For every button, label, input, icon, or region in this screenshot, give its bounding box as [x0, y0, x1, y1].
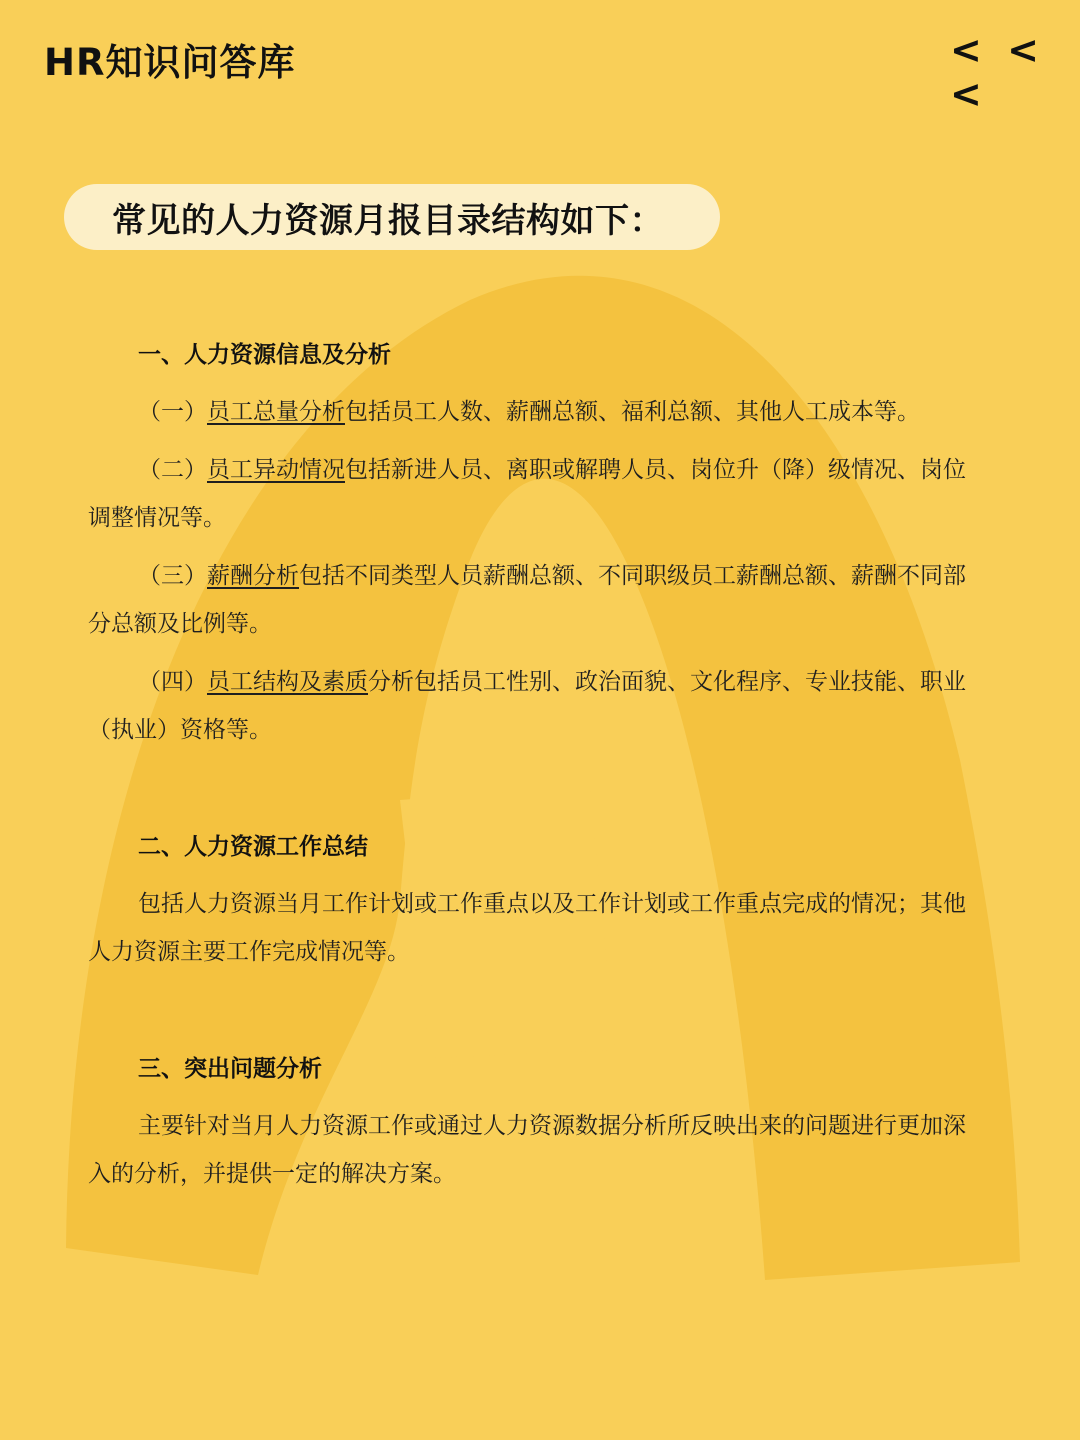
item-text: 分析包括员工性别、政治面貌、文化程序、专业技能、职业	[368, 669, 966, 695]
item-staff-change	[88, 446, 1002, 542]
body-line: 主要针对当月人力资源工作或通过人力资源数据分析所反映出来的问题进行更加深	[138, 1113, 966, 1139]
section-title-info-analysis: 一、人力资源信息及分析	[138, 342, 391, 368]
item-prefix: （四）	[138, 669, 207, 695]
item-text-continued: 调整情况等。	[88, 505, 226, 531]
heading-text: 常见的人力资源月报目录结构如下：	[112, 200, 664, 241]
body-line: 人力资源主要工作完成情况等。	[88, 939, 410, 965]
item-text: 包括新进人员、离职或解聘人员、岗位升（降）级情况、岗位	[345, 457, 966, 483]
heading-banner	[64, 184, 720, 250]
item-staff-structure	[88, 658, 1002, 754]
item-text-continued: （执业）资格等。	[88, 717, 272, 743]
section-title-work-summary: 二、人力资源工作总结	[138, 834, 368, 860]
section-body-work-summary	[88, 880, 1002, 976]
item-salary-analysis	[88, 552, 1002, 648]
back-chevron-icon[interactable]: < < <	[950, 28, 1045, 116]
item-keyword: 员工结构及素质	[207, 669, 368, 695]
item-keyword: 员工总量分析	[207, 399, 345, 425]
body-line: 包括人力资源当月工作计划或工作重点以及工作计划或工作重点完成的情况；其他	[138, 891, 966, 917]
item-prefix: （三）	[138, 563, 207, 589]
item-text-continued: 分总额及比例等。	[88, 611, 272, 637]
item-staff-total-analysis	[88, 388, 1002, 436]
item-prefix: （二）	[138, 457, 207, 483]
brand-title: HR知识问答库	[44, 41, 296, 84]
item-keyword: 员工异动情况	[207, 457, 345, 483]
item-prefix: （一）	[138, 399, 207, 425]
section-title-problem-analysis: 三、突出问题分析	[138, 1056, 322, 1082]
body-line: 入的分析，并提供一定的解决方案。	[88, 1161, 456, 1187]
section-body-problem-analysis	[88, 1102, 1002, 1198]
item-text: 包括不同类型人员薪酬总额、不同职级员工薪酬总额、薪酬不同部	[299, 563, 966, 589]
item-text: 包括员工人数、薪酬总额、福利总额、其他人工成本等。	[345, 399, 920, 425]
item-keyword: 薪酬分析	[207, 563, 299, 589]
